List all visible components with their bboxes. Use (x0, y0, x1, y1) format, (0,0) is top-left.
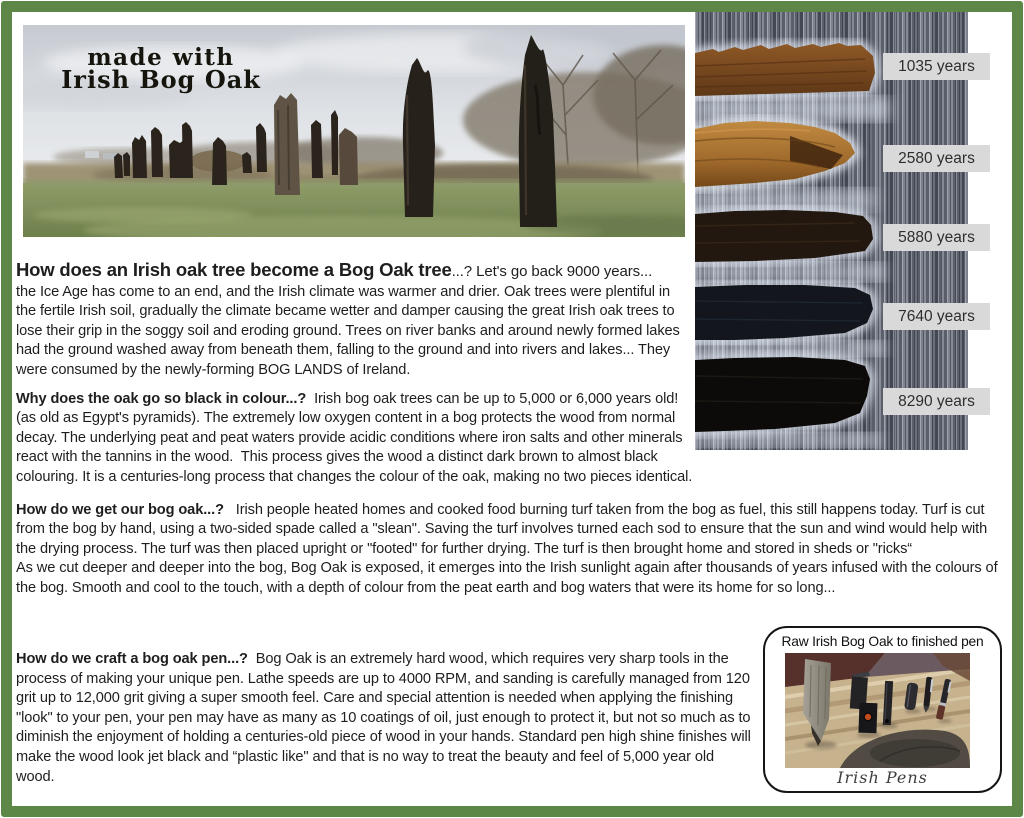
section-body: the Ice Age has come to an end, and the Irish climate was warmer and drier. Oak trees were plentiful in the fertile Irish soil, gradually the climate became wetter and damper causing the great Irish oak trees to lose their grip in the soggy soil and eroding ground. Trees on river banks and around newly formed lakes had the ground washed away from beneath them, falling to the ground and into rivers and lakes... They were consumed by the newly-forming BOG LANDS of Ireland. (16, 283, 684, 378)
section-get-bog-oak (16, 501, 1002, 599)
section-body-continued: As we cut deeper and deeper into the bog, Bog Oak is exposed, it emerges into the Irish sunlight again after thousands of years infused with the colours of the bog. Smooth and cool to the touch, with a depth of colour from the peat earth and bog waters that were its home for so long... (16, 560, 1002, 596)
pen-showcase-box (763, 626, 1002, 793)
age-label-5880: 5880 years (883, 224, 990, 251)
section-heading: How do we craft a bog oak pen...? (16, 651, 248, 667)
section-craft-pen-wrapper (16, 650, 756, 787)
section-lead: ...? Let's go back 9000 years... (451, 263, 653, 280)
section-heading: Why does the oak go so black in colour...? (16, 390, 307, 407)
age-label-7640: 7640 years (883, 303, 990, 330)
pen-photo-illustration (785, 653, 970, 768)
hero-photo-illustration (23, 25, 685, 237)
hero-caption-line1: made with (87, 44, 235, 71)
pen-photo (785, 653, 970, 768)
age-label-2580: 2580 years (883, 145, 990, 172)
section-craft-pen (16, 650, 756, 787)
pen-box-title: Raw Irish Bog Oak to finished pen (781, 634, 984, 649)
section-body: Bog Oak is an extremely hard wood, which requires very sharp tools in the process of making your unique pen. Lathe speeds are up to 4000 RPM, and sanding is carefully managed from 120 grit up to 12,000 grit giving a super smooth feel. Care and special attention is needed when applying the finishing "look" to your pen, your pen may have as many as 10 coatings of oil, just enough to protect it, but not so much as to diminish the enjoyment of holding a centuries-old piece of wood in your hands. Standard pen high shine finishes will make the wood look jet black and “plastic like" and that is no way to treat the beauty and feel of 5,000 year old wood. (16, 651, 755, 785)
section-body: Irish people heated homes and cooked food burning turf taken from the bog as fuel, this still happens today. Turf is cut from the bog by hand, using a two-sided spade called a "slean". Saving the turf involves turned each sod to ensure that the sun and wind would help with the drying process. The turf was then placed upright or "footed" for further drying. The turf is then brought home and stored in sheds or "ricks“ (16, 501, 992, 557)
section-heading: How does an Irish oak tree become a Bog Oak tree (16, 259, 452, 280)
section-body: Irish bog oak trees can be up to 5,000 or 6,000 years old! (as old as Egypt's pyramids). The extremely low oxygen content in a bog protects the wood from normal decay. The underlying peat and peat waters provide acidic conditions where iron salts and other minerals react with the tannins in the wood. This process gives the wood a distinct dark brown to almost black colouring. It is a centuries-long process that changes the colour of the oak, making no two pieces identical. (16, 390, 693, 485)
hero-photo (23, 25, 685, 237)
pen-box-signature: Irish Pens (837, 768, 928, 787)
body-text (16, 260, 1002, 599)
section-heading: How do we get our bog oak...? (16, 501, 224, 518)
hero-caption-line2: Irish Bog Oak (61, 65, 261, 94)
age-label-1035: 1035 years (883, 53, 990, 80)
age-label-8290: 8290 years (883, 388, 990, 415)
age-panel-spacer (684, 260, 1002, 456)
